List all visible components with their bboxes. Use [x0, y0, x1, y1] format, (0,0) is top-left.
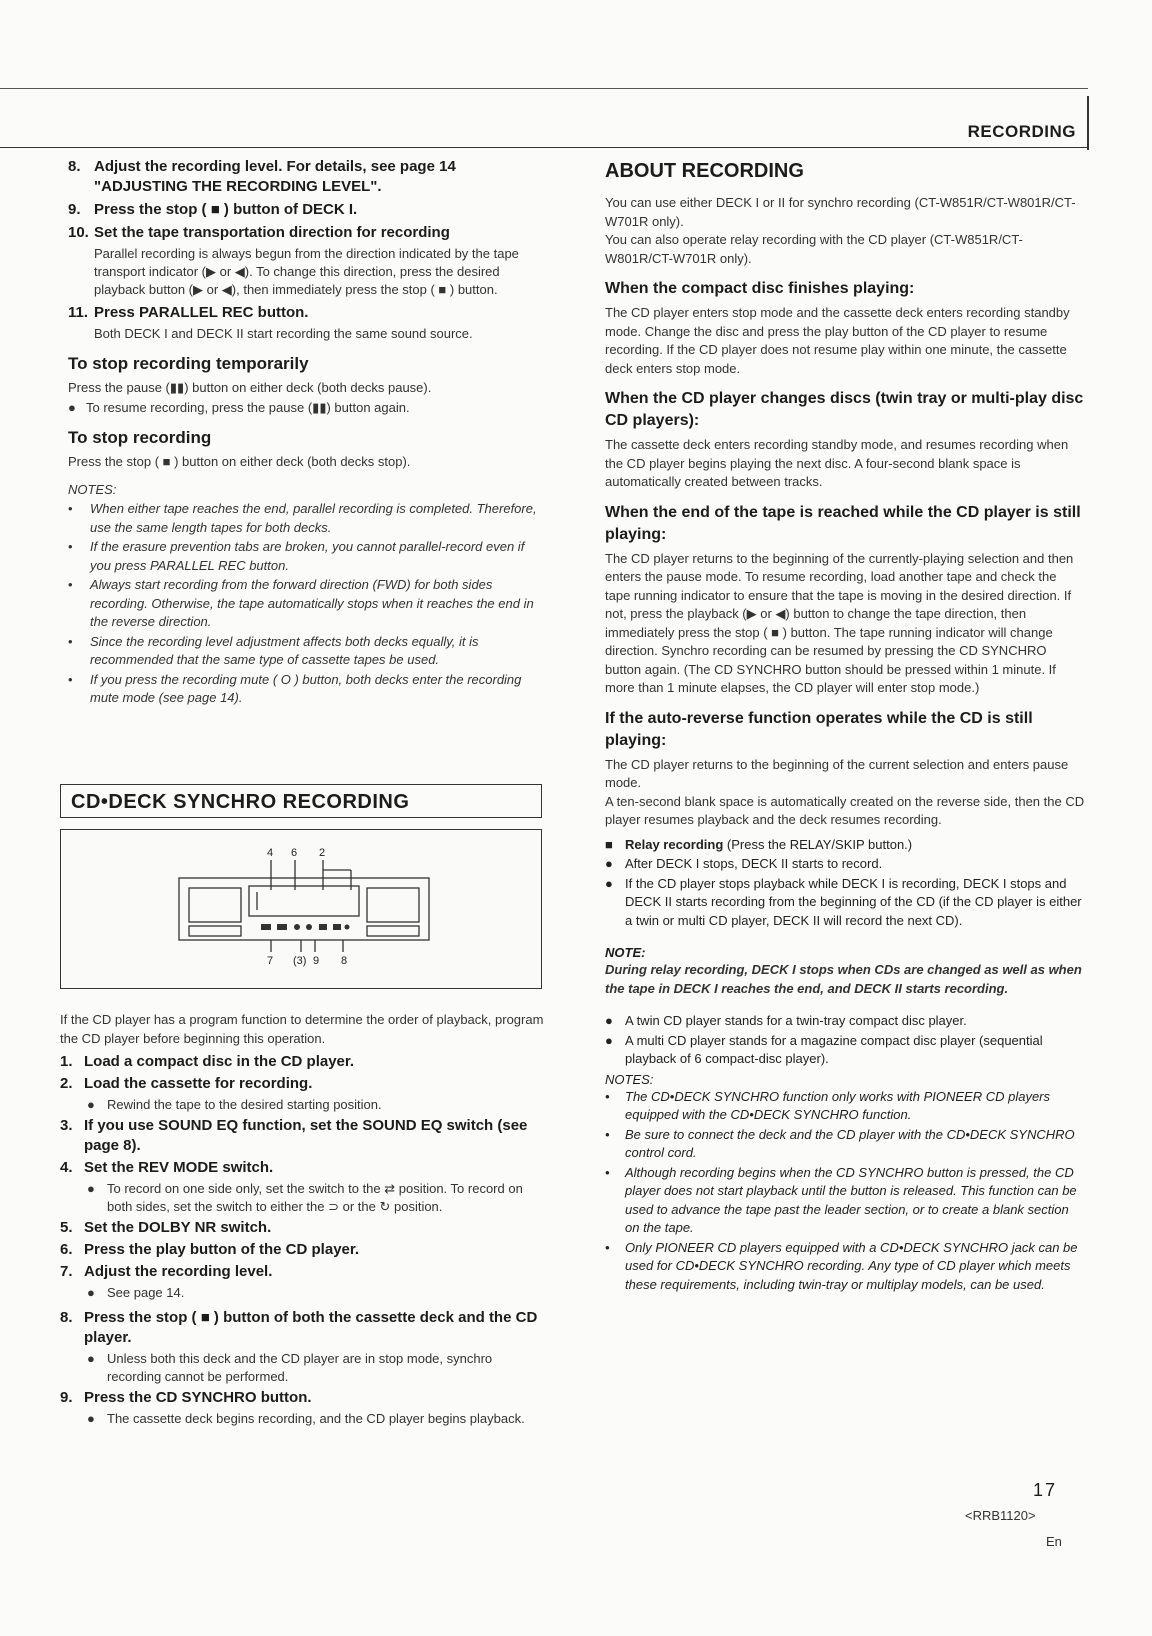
document-code: <RRB1120>	[965, 1508, 1036, 1523]
section-label: RECORDING	[967, 122, 1076, 141]
bullet-icon: •	[605, 1239, 610, 1255]
step-number: 2.	[60, 1075, 73, 1092]
deck-illustration	[61, 830, 541, 987]
step-text: Press the stop ( ■ ) button of DECK I.	[94, 201, 358, 218]
relay-item-text: If the CD player stops playback while DECK I is recording, DECK I stops and DECK II starts recording from the beginning of the CD (if the CD player is either a twin or multi CD player, DECK II will record the next CD).	[625, 875, 1082, 928]
step-detail	[87, 1180, 546, 1216]
synchro-procedure	[60, 1011, 546, 1430]
auto-reverse-heading: If the auto-reverse function operates while the CD is still playing:	[605, 709, 1033, 749]
top-rule	[0, 88, 1088, 89]
note-text: Although recording begins when the CD SYNCHRO button is pressed, the CD player does not start playback until the button is released. This function can be used to advance the tape past the leader section, or to create a blank section on the tape.	[625, 1164, 1077, 1235]
definition-item	[605, 1012, 1085, 1031]
step-text: Press the play button of the CD player.	[84, 1241, 360, 1258]
cd-finishes-heading: When the compact disc finishes playing:	[605, 280, 915, 297]
step-item	[60, 1116, 546, 1156]
step-number: 9.	[68, 201, 81, 218]
bullet-icon: •	[68, 501, 73, 516]
relay-label: Relay recording	[625, 836, 724, 852]
bullet-icon: •	[68, 577, 73, 592]
note-text: The CD•DECK SYNCHRO function only works with PIONEER CD players equipped with the CD•DECK SYNCHRO function.	[625, 1088, 1051, 1122]
left-control-strip	[189, 926, 241, 936]
relay-recording-list	[605, 836, 1085, 931]
step-detail	[87, 1410, 546, 1428]
step-text: Press PARALLEL REC button.	[94, 304, 309, 321]
note-item	[68, 538, 546, 575]
bullet-icon: •	[68, 633, 73, 649]
figure-callout: 8	[341, 955, 348, 967]
square-bullet-icon: ■	[605, 836, 613, 852]
note-text: Since the recording level adjustment affects both decks equally, it is recommended that the same type of cassette tapes be used.	[90, 633, 479, 667]
bullet-icon: ●	[605, 1013, 613, 1028]
step-text: Set the tape transportation direction for recording	[94, 224, 450, 241]
left-column	[60, 154, 546, 709]
step-number: 1.	[60, 1053, 73, 1070]
note-item	[68, 576, 546, 632]
bullet-icon: •	[68, 671, 73, 687]
about-intro-2: You can also operate relay recording with the CD player (CT-W851R/CT-W801R/CT-W701R only).	[605, 232, 1023, 266]
bullet-text: To resume recording, press the pause (▮▮) button again.	[86, 400, 410, 415]
auto-reverse-text-2: A ten-second blank space is automatically created on the reverse side, then the CD player resumes playback and the deck resumes recording.	[605, 793, 1085, 827]
step-item	[60, 1074, 546, 1094]
deck-figure	[60, 829, 542, 989]
definition-text: A twin CD player stands for a twin-tray compact disc player.	[625, 1013, 967, 1028]
deck-body	[179, 878, 429, 940]
step-detail-text: To record on one side only, set the switch to the ⇄ position. To record on both sides, set the switch to either the ⊃ or the ↻ position.	[107, 1181, 523, 1214]
relay-instruction: (Press the RELAY/SKIP button.)	[726, 836, 913, 852]
cd-finishes-text: The CD player enters stop mode and the cassette deck enters recording standby mode. Change the disc and press the play button of the CD player to resume recording. If the CD player does not resume play within one minute, the cassette deck enters stop mode.	[605, 305, 1070, 376]
note-item	[68, 671, 546, 708]
page-number: 17	[1033, 1480, 1058, 1500]
right-column	[605, 158, 1085, 1295]
bullet-icon: •	[605, 1164, 610, 1180]
about-intro-1: You can use either DECK I or II for synchro recording (CT-W851R/CT-W801R/CT-W701R only).	[605, 195, 1076, 229]
step-text: Adjust the recording level.	[84, 1263, 273, 1280]
display-panel	[249, 886, 359, 916]
note-item	[605, 1126, 1085, 1163]
bullet-icon: ●	[68, 400, 76, 415]
step-number: 8.	[60, 1309, 73, 1326]
note-text: Be sure to connect the deck and the CD player with the CD•DECK SYNCHRO control cord.	[625, 1126, 1075, 1160]
note-text: When either tape reaches the end, parallel recording is completed. Therefore, use the same length tapes for both decks.	[90, 501, 537, 535]
step-number: 10.	[68, 224, 89, 241]
step-item	[60, 1218, 546, 1238]
bullet-icon: ●	[87, 1181, 95, 1196]
synchro-intro: If the CD player has a program function to determine the order of playback, program the CD player before beginning this operation.	[60, 1012, 544, 1046]
cd-changes-text: The cassette deck enters recording standby mode, and resumes recording when the CD player begins playing the next disc. A four-second blank space is automatically created between tracks.	[605, 437, 1069, 489]
stop-heading: To stop recording	[68, 428, 212, 447]
step-text: If you use SOUND EQ function, set the SOUND EQ switch (see page 8).	[84, 1117, 528, 1154]
bullet-icon: ●	[87, 1411, 95, 1426]
bullet-icon: ●	[605, 1032, 613, 1048]
tape-end-heading: When the end of the tape is reached while the CD player is still playing:	[605, 503, 1081, 543]
step-number: 5.	[60, 1219, 73, 1236]
right-control-strip	[367, 926, 419, 936]
step-number: 4.	[60, 1159, 73, 1176]
note-item	[605, 1088, 1085, 1125]
figure-callout: 2	[319, 847, 326, 859]
step-detail-text: See page 14.	[107, 1285, 185, 1300]
bullet-icon: ●	[87, 1097, 95, 1112]
step-number: 3.	[60, 1117, 73, 1134]
synchro-section-title: CD•DECK SYNCHRO RECORDING	[60, 784, 542, 818]
header-vertical-rule	[1087, 96, 1089, 150]
bullet-icon: ●	[605, 875, 613, 891]
step-item	[60, 1388, 546, 1408]
figure-callout: 9	[313, 955, 320, 967]
bullet-item	[68, 399, 546, 417]
figure-callout: (3)	[293, 955, 307, 967]
note-text: Always start recording from the forward direction (FWD) for both sides recording. Otherwise, the tape automatically stops when it reaches the end in the reverse direction.	[90, 577, 534, 629]
step-item	[60, 200, 546, 220]
about-recording-title: ABOUT RECORDING	[605, 160, 804, 182]
relay-note-heading: NOTE:	[605, 945, 646, 960]
note-item	[68, 633, 546, 670]
language-code: En	[1046, 1534, 1062, 1549]
step-text: Press the CD SYNCHRO button.	[84, 1389, 312, 1406]
auto-reverse-text-1: The CD player returns to the beginning of the current selection and enters pause mode.	[605, 756, 1069, 790]
bullet-icon: •	[68, 539, 73, 554]
step-detail: Parallel recording is always begun from the direction indicated by the tape transport indicator (▶ or ◀). To change this direction, press the desired playback button (▶ or ◀), then immediately press the stop ( ■ ) button.	[94, 246, 519, 297]
figure-callout: 6	[291, 847, 298, 859]
left-cassette-window	[189, 888, 241, 922]
relay-item	[605, 855, 1085, 874]
stop-text: Press the stop ( ■ ) button on either deck (both decks stop).	[68, 454, 411, 469]
definition-item	[605, 1032, 1085, 1069]
notes-heading: NOTES:	[68, 482, 117, 497]
step-text: Load the cassette for recording.	[84, 1075, 313, 1092]
bullet-icon: •	[605, 1088, 610, 1104]
step-item	[60, 1240, 546, 1260]
step-detail: Both DECK I and DECK II start recording the same sound source.	[94, 326, 473, 341]
step-number: 9.	[60, 1389, 73, 1406]
step-detail-text: Unless both this deck and the CD player are in stop mode, synchro recording cannot be performed.	[107, 1351, 493, 1384]
figure-callout: 4	[267, 847, 274, 859]
relay-item	[605, 875, 1085, 931]
bullet-icon: ●	[87, 1351, 95, 1366]
notes-heading: NOTES:	[605, 1071, 654, 1087]
stop-temporarily-heading: To stop recording temporarily	[68, 354, 309, 373]
step-item	[60, 1262, 546, 1282]
step-text: Load a compact disc in the CD player.	[84, 1053, 355, 1070]
step-text: Press the stop ( ■ ) button of both the cassette deck and the CD player.	[84, 1309, 538, 1346]
step-detail-text: Rewind the tape to the desired starting position.	[107, 1097, 382, 1112]
bullet-icon: •	[605, 1126, 610, 1142]
relay-note-text: During relay recording, DECK I stops when CDs are changed as well as when the tape in DECK I reaches the end, and DECK II starts recording.	[605, 962, 1082, 996]
step-number: 6.	[60, 1241, 73, 1258]
right-cassette-window	[367, 888, 419, 922]
step-detail	[87, 1284, 546, 1302]
step-number: 8.	[68, 158, 81, 175]
step-detail-text: The cassette deck begins recording, and the CD player begins playback.	[107, 1411, 525, 1426]
step-item	[60, 223, 546, 243]
step-text: Set the REV MODE switch.	[84, 1159, 274, 1176]
step-item	[60, 1308, 546, 1348]
note-item	[68, 500, 546, 537]
header-rule	[0, 147, 1088, 148]
tape-end-text: The CD player returns to the beginning of the currently-playing selection and then enters the pause mode. To resume recording, load another tape and check the tape running indicator to ensure that the tape is moving in the desired direction. If not, press the playback (▶ or ◀) button to change the tape direction, then immediately press the stop ( ■ ) button. The tape running indicator will change direction. Synchro recording can be resumed by pressing the CD SYNCHRO button again. (The CD SYNCHRO button should be pressed within 1 minute. If more than 1 minute elapses, the CD player will enter stop mode.)	[605, 550, 1074, 695]
bullet-icon: ●	[87, 1285, 95, 1300]
note-text: If you press the recording mute ( O ) button, both decks enter the recording mute mode (see page 14).	[90, 671, 522, 705]
bullet-icon: ●	[605, 856, 613, 871]
note-item	[605, 1164, 1085, 1238]
cd-changes-heading: When the CD player changes discs (twin tray or multi-play disc CD players):	[605, 390, 1084, 429]
step-detail	[87, 1350, 546, 1386]
figure-callout: 7	[267, 955, 274, 967]
relay-recording-title	[605, 836, 1085, 855]
step-number: 7.	[60, 1263, 73, 1280]
relay-item-text: After DECK I stops, DECK II starts to record.	[625, 856, 883, 871]
definition-text: A multi CD player stands for a magazine compact disc player (sequential playback of 6 compact-disc player).	[625, 1032, 1043, 1066]
step-item	[60, 1052, 546, 1072]
note-text: If the erasure prevention tabs are broken, you cannot parallel-record even if you press PARALLEL REC button.	[90, 539, 525, 573]
note-item	[605, 1239, 1085, 1295]
step-item	[60, 303, 546, 323]
step-item	[60, 157, 546, 197]
definitions-list	[605, 1012, 1085, 1069]
stop-temporarily-text: Press the pause (▮▮) button on either deck (both decks pause).	[68, 380, 432, 395]
step-text: Adjust the recording level. For details, see page 14 "ADJUSTING THE RECORDING LEVEL".	[94, 158, 456, 195]
step-text: Set the DOLBY NR switch.	[84, 1219, 272, 1236]
step-item	[60, 1158, 546, 1178]
step-number: 11.	[68, 304, 89, 321]
step-detail	[87, 1096, 546, 1114]
note-text: Only PIONEER CD players equipped with a CD•DECK SYNCHRO jack can be used for CD•DECK SYNCHRO recording. Any type of CD player which meets these requirements, including twin-tray or multiplay models, can be used.	[625, 1239, 1078, 1292]
